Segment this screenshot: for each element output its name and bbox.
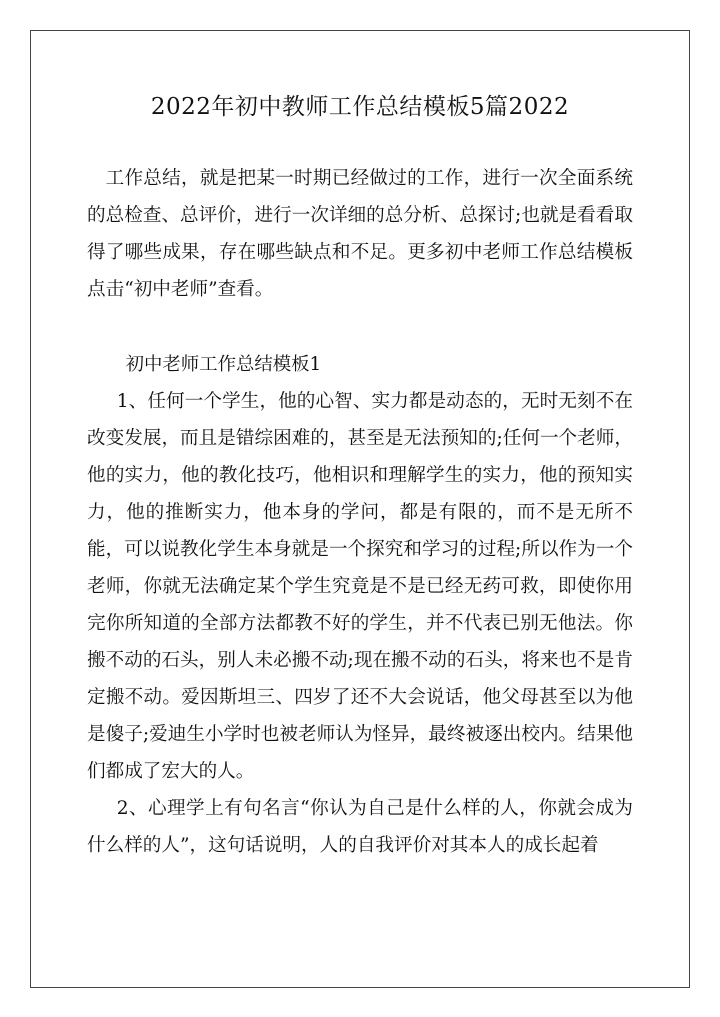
section-heading: 初中老师工作总结模板1 <box>125 354 322 375</box>
intro-paragraph: 工作总结，就是把某一时期已经做过的工作，进行一次全面系统的总检查、总评价，进行一次详细的总分析、总探讨;也就是看看取得了哪些成果，存在哪些缺点和不足。更多初中老师工作总结模板点击“初中老师”查看。 <box>87 168 633 300</box>
body-paragraph-1: 1、任何一个学生，他的心智、实力都是动态的，无时无刻不在改变发展，而且是错综困难的，甚至是无法预知的;任何一个老师，他的实力，他的教化技巧，他相识和理解学生的实力，他的预知实力，他的推断实力，他本身的学问，都是有限的，而不是无所不能，可以说教化学生本身就是一个探究和学习的过程;所以作为一个老师，你就无法确定某个学生究竟是不是已经无药可救，即使你用完你所知道的全部方法都教不好的学生，并不代表已别无他法。你搬不动的石头，别人未必搬不动;现在搬不动的石头，将来也不是肯定搬不动。爱因斯坦三、四岁了还不大会说话，他父母甚至以为他是傻子;爱迪生小学时也被老师认为怪异，最终被逐出校内。结果他们都成了宏大的人。 <box>87 391 633 782</box>
document-body <box>87 160 633 864</box>
body-paragraph-2: 2、心理学上有句名言“你认为自己是什么样的人，你就会成为什么样的人”，这句话说明，人的自我评价对其本人的成长起着 <box>87 798 633 856</box>
document-title: 2022年初中教师工作总结模板5篇2022 <box>150 94 570 120</box>
